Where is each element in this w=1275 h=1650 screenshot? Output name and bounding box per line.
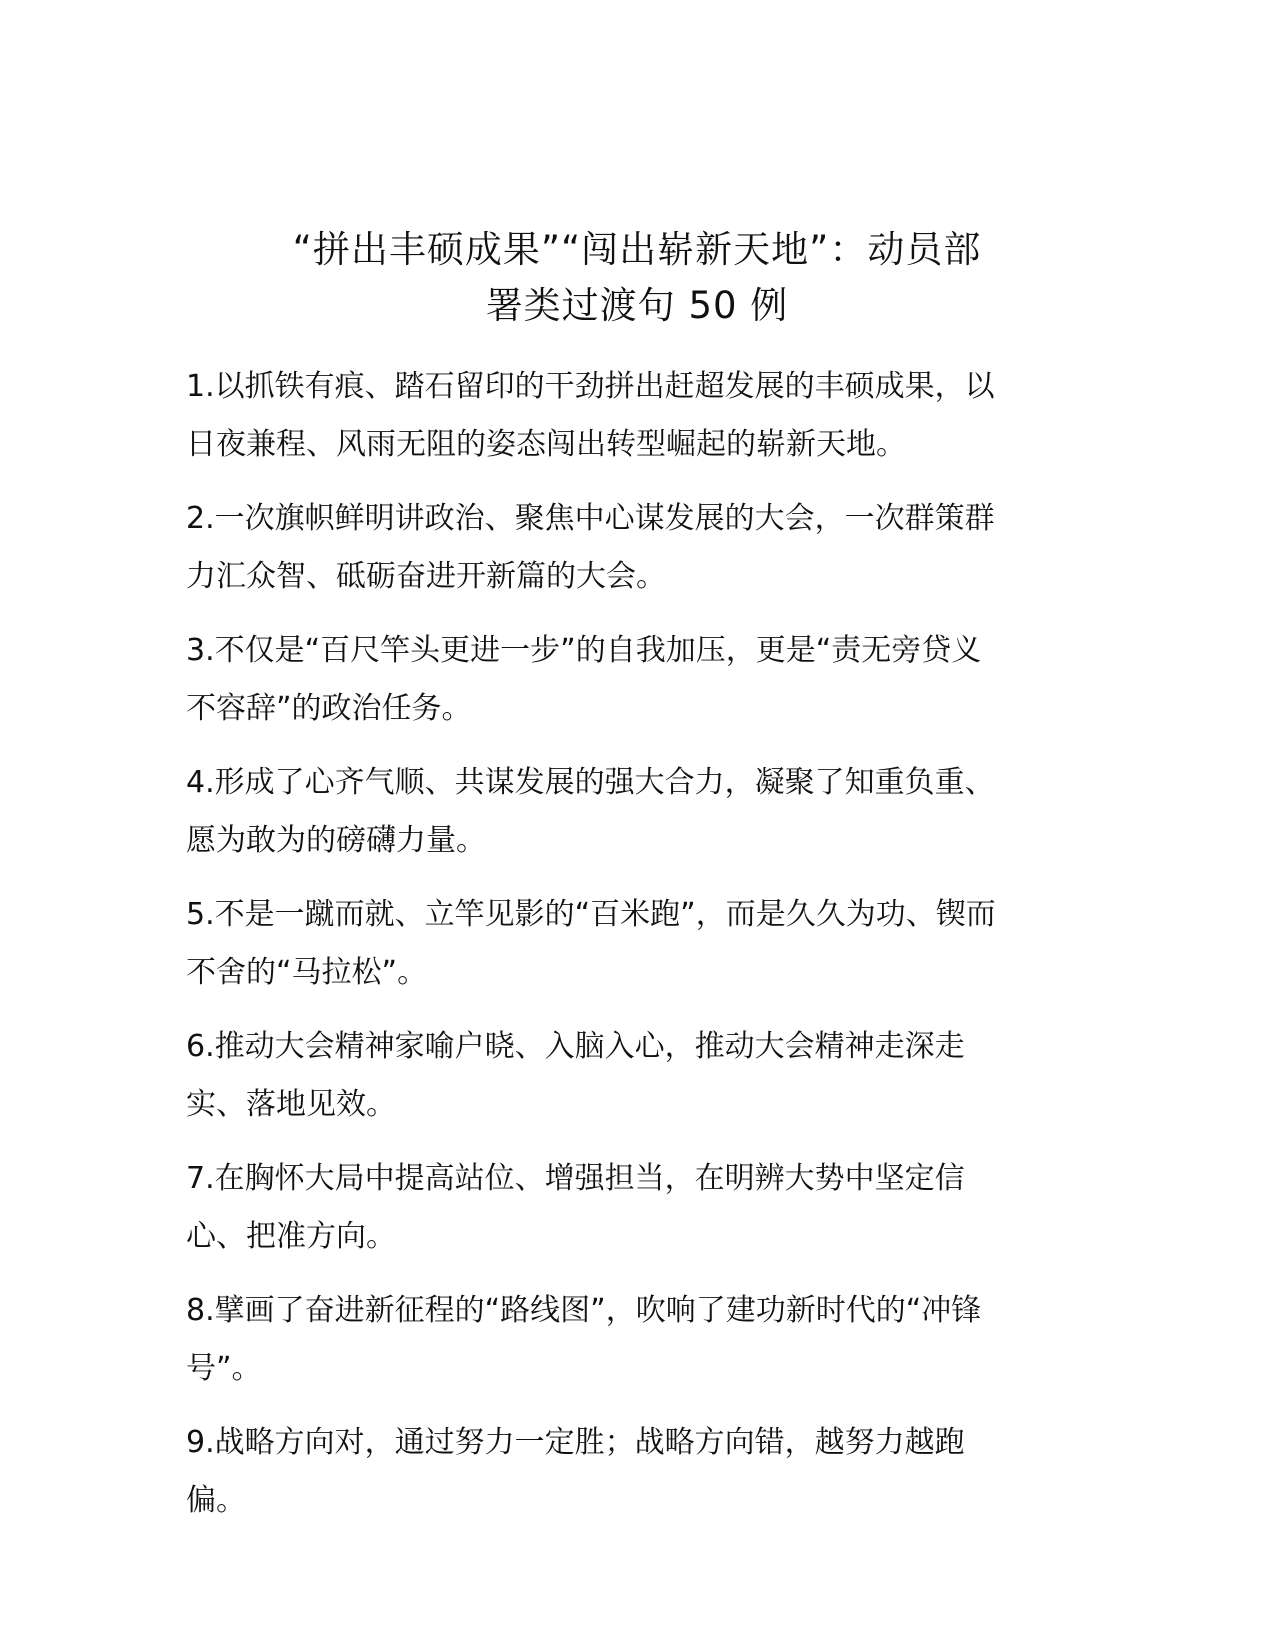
item-8-line-2: 号”。 <box>186 1351 262 1386</box>
document-title <box>178 222 1096 334</box>
item-4-line-2: 愿为敢为的磅礴力量。 <box>186 823 486 858</box>
list-item <box>186 1150 1090 1266</box>
item-1-line-2: 日夜兼程、风雨无阻的姿态闯出转型崛起的崭新天地。 <box>186 427 906 462</box>
item-2-line-2: 力汇众智、砥砺奋进开新篇的大会。 <box>186 559 666 594</box>
list-item <box>186 886 1090 1002</box>
list-item <box>186 1018 1090 1134</box>
item-5-line-2: 不舍的“马拉松”。 <box>186 955 428 990</box>
item-6-line-2: 实、落地见效。 <box>186 1087 396 1122</box>
item-6-line-1: 6.推动大会精神家喻户晓、入脑入心，推动大会精神走深走 <box>186 1029 965 1064</box>
item-3-line-1: 3.不仅是“百尺竿头更进一步”的自我加压，更是“责无旁贷义 <box>186 633 982 668</box>
item-8-line-1: 8.擘画了奋进新征程的“路线图”，吹响了建功新时代的“冲锋 <box>186 1293 982 1328</box>
list-item <box>186 358 1090 474</box>
item-2-line-1: 2.一次旗帜鲜明讲政治、聚焦中心谋发展的大会，一次群策群 <box>186 501 995 536</box>
sentence-list <box>186 358 1090 1546</box>
item-9-line-1: 9.战略方向对，通过努力一定胜；战略方向错，越努力越跑 <box>186 1425 965 1460</box>
item-5-line-1: 5.不是一蹴而就、立竿见影的“百米跑”，而是久久为功、锲而 <box>186 897 996 932</box>
list-item <box>186 754 1090 870</box>
item-7-line-2: 心、把准方向。 <box>186 1219 396 1254</box>
list-item <box>186 1414 1090 1530</box>
item-4-line-1: 4.形成了心齐气顺、共谋发展的强大合力，凝聚了知重负重、 <box>186 765 995 800</box>
item-3-line-2: 不容辞”的政治任务。 <box>186 691 472 726</box>
list-item <box>186 1282 1090 1398</box>
item-7-line-1: 7.在胸怀大局中提高站位、增强担当，在明辨大势中坚定信 <box>186 1161 965 1196</box>
title-line-1: “拼出丰硕成果”“闯出崭新天地”：动员部 <box>292 228 982 271</box>
item-1-line-1: 1.以抓铁有痕、踏石留印的干劲拼出赶超发展的丰硕成果，以 <box>186 369 995 404</box>
item-9-line-2: 偏。 <box>186 1483 246 1518</box>
list-item <box>186 490 1090 606</box>
list-item <box>186 622 1090 738</box>
title-line-2: 署类过渡句 50 例 <box>485 284 789 327</box>
